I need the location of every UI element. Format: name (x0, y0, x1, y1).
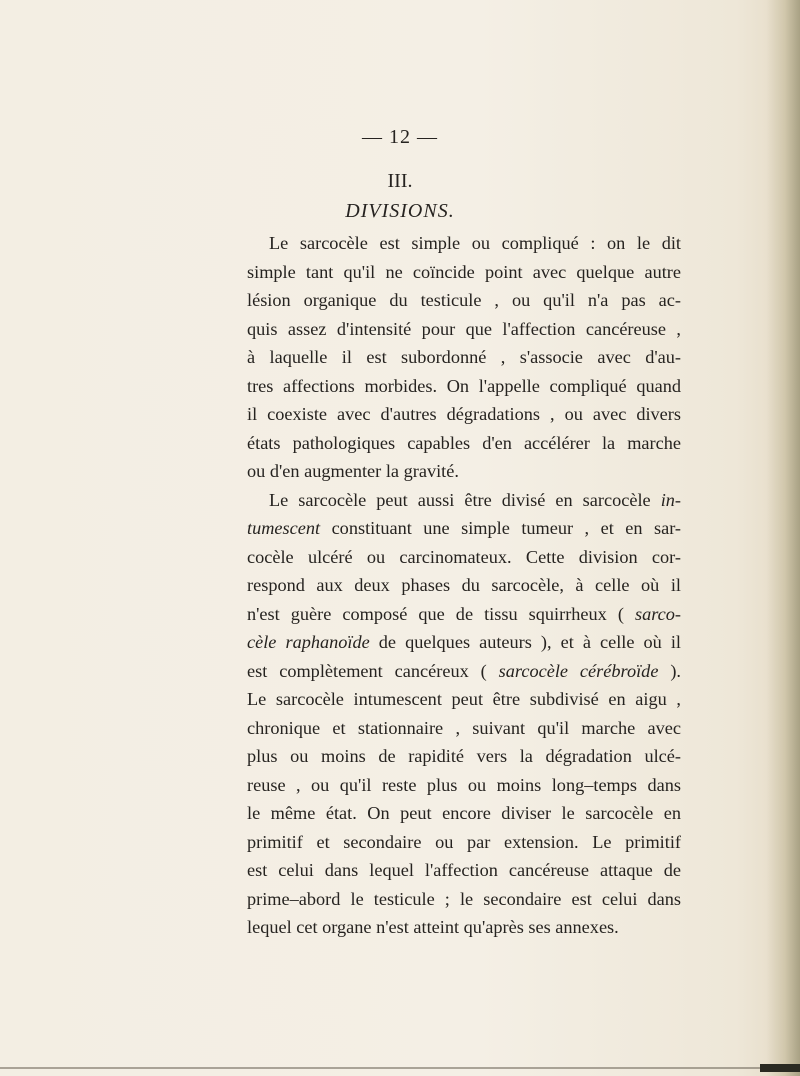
text-run: lequel cet organe n'est atteint qu'après ses annexes. (247, 917, 619, 937)
ink-blot (760, 1064, 800, 1072)
text-line (247, 685, 681, 714)
section-title: DIVISIONS. (345, 200, 455, 222)
text-run: primitif et secondaire ou par extension. Le primitif (247, 831, 681, 852)
text-run: cocèle ulcéré ou carcinomateux. Cette division cor- (247, 546, 681, 567)
text-line (247, 628, 681, 657)
text-run: constituant une simple tumeur , et en sar- (320, 518, 681, 538)
text-line (247, 571, 681, 600)
text-line (247, 799, 681, 828)
text-line (247, 771, 681, 800)
page-number: — 12 — (362, 126, 438, 148)
bottom-rule (0, 1067, 800, 1069)
text-run: lésion organique du testicule , ou qu'il n'a pas ac- (247, 290, 681, 310)
text-run: n'est guère composé que de tissu squirrheux ( (247, 603, 635, 624)
text-line (247, 429, 681, 458)
body-text (247, 229, 681, 942)
text-line (247, 885, 681, 914)
text-line (247, 229, 681, 258)
text-run: de quelques auteurs ), et à celle où il (369, 632, 681, 652)
text-run: est celui dans lequel l'affection cancéreuse attaque de (247, 860, 681, 880)
text-run: états pathologiques capables d'en accélérer la marche (247, 432, 681, 453)
text-line (247, 742, 681, 771)
text-line (247, 714, 681, 743)
text-run: ). (658, 660, 681, 681)
text-run: le même état. On peut encore diviser le sarcocèle en (247, 803, 681, 823)
text-run: Le sarcocèle intumescent peut être subdivisé en aigu , (247, 689, 681, 709)
text-run: à laquelle il est subordonné , s'associe avec d'au- (247, 347, 681, 367)
text-run: tres affections morbides. On l'appelle compliqué quand (247, 375, 681, 396)
text-run: chronique et stationnaire , suivant qu'il marche avec (247, 717, 681, 738)
italic-text: tumescent (247, 518, 321, 538)
text-run: est complètement cancéreux ( (247, 660, 499, 681)
text-run: simple tant qu'il ne coïncide point avec quelque autre (247, 261, 681, 282)
text-line (247, 514, 681, 543)
italic-text: cèle raphanoïde (247, 632, 370, 652)
text-run: Le sarcocèle est simple ou compliqué : on le dit (269, 233, 681, 253)
italic-text: sarco- (634, 603, 681, 624)
text-line (247, 258, 681, 287)
text-line (247, 486, 681, 515)
text-run: respond aux deux phases du sarcocèle, à celle où il (247, 575, 681, 595)
text-run: plus ou moins de rapidité vers la dégradation ulcé- (247, 746, 681, 766)
text-line (247, 286, 681, 315)
text-run: quis assez d'intensité pour que l'affection cancéreuse , (247, 318, 681, 339)
text-line (247, 913, 681, 942)
text-line (247, 856, 681, 885)
italic-text: in- (660, 489, 681, 510)
text-line (247, 315, 681, 344)
text-line (247, 543, 681, 572)
text-line (247, 828, 681, 857)
text-line (247, 400, 681, 429)
page-edge-shadow (766, 0, 800, 1076)
text-run: prime–abord le testicule ; le secondaire est celui dans (247, 888, 681, 909)
text-line (247, 343, 681, 372)
text-run: Le sarcocèle peut aussi être divisé en sarcocèle (269, 489, 661, 510)
text-run: reuse , ou qu'il reste plus ou moins long–temps dans (247, 774, 681, 795)
italic-text: sarcocèle cérébroïde (498, 660, 659, 681)
text-run: ou d'en augmenter la gravité. (247, 461, 459, 481)
section-number: III. (387, 170, 413, 192)
text-line (247, 657, 681, 686)
text-run: il coexiste avec d'autres dégradations , ou avec divers (247, 404, 681, 424)
text-line (247, 372, 681, 401)
text-line (247, 457, 681, 486)
text-line (247, 600, 681, 629)
